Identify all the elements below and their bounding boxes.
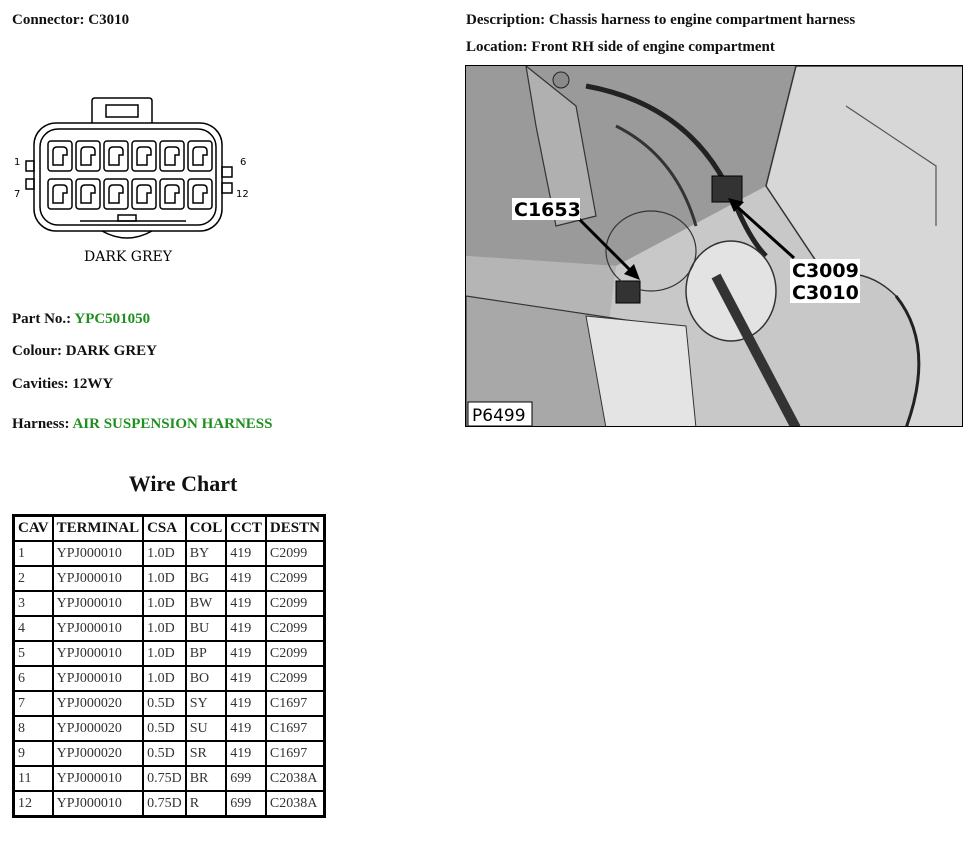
table-header-row [14,516,325,542]
cell-destn: C2099 [266,541,325,566]
cell-cav: 12 [14,791,53,817]
cell-destn: C2099 [266,616,325,641]
cavities-label: Cavities: [12,376,69,392]
colour-line [12,343,157,360]
cell-cct: 419 [226,666,266,691]
cell-col: BG [186,566,227,591]
cell-cct: 699 [226,766,266,791]
wire-chart-title: Wire Chart [128,471,238,496]
pin-label-6: 6 [240,157,247,168]
cavity-8 [76,179,100,209]
description-label: Description: [466,12,546,28]
column-header-cct: CCT [226,516,266,542]
harness-value: AIR SUSPENSION HARNESS [72,416,273,432]
cell-col: BP [186,641,227,666]
colour-value: DARK GREY [65,343,158,359]
part-number-value: YPC501050 [74,311,151,327]
cavity-12 [188,179,212,209]
location-value: Front RH side of engine compartment [531,39,775,55]
connector-pin-diagram [10,95,260,275]
cell-csa: 1.0D [143,666,186,691]
cell-col: SR [186,741,227,766]
description-line [466,12,855,29]
cell-csa: 0.75D [143,791,186,817]
cell-col: BR [186,766,227,791]
cell-csa: 1.0D [143,591,186,616]
column-header-terminal: TERMINAL [53,516,144,542]
cavities-line [12,376,113,393]
cavity-3 [104,141,128,171]
cell-col: BU [186,616,227,641]
cell-cav: 3 [14,591,53,616]
cell-cct: 419 [226,716,266,741]
cell-col: BO [186,666,227,691]
cavity-5 [160,141,184,171]
cell-csa: 1.0D [143,566,186,591]
table-row [14,641,325,666]
callout-c3010: C3010 [792,282,859,304]
part-number-label: Part No.: [12,311,72,327]
cell-csa: 0.5D [143,741,186,766]
cell-cav: 8 [14,716,53,741]
cell-destn: C2038A [266,791,325,817]
cell-terminal: YPJ000010 [53,566,144,591]
cell-terminal: YPJ000020 [53,716,144,741]
cell-csa: 1.0D [143,641,186,666]
cell-terminal: YPJ000010 [53,616,144,641]
cell-csa: 0.75D [143,766,186,791]
cell-cav: 11 [14,766,53,791]
cavity-4 [132,141,156,171]
location-line [466,39,775,56]
cavity-2 [76,141,100,171]
pin-label-7: 7 [14,189,21,200]
cell-cct: 419 [226,566,266,591]
cell-destn: C2099 [266,641,325,666]
cell-csa: 1.0D [143,616,186,641]
cell-cct: 419 [226,616,266,641]
cell-cav: 7 [14,691,53,716]
photo-reference: P6499 [472,406,526,426]
location-label: Location: [466,39,528,55]
cell-cct: 419 [226,591,266,616]
harness-line [12,416,273,433]
table-row [14,741,325,766]
column-header-destn: DESTN [266,516,325,542]
cavity-11 [160,179,184,209]
cell-csa: 0.5D [143,716,186,741]
location-illustration [465,65,963,427]
column-header-cav: CAV [14,516,53,542]
column-header-csa: CSA [143,516,186,542]
connector-line [12,12,129,29]
colour-label: Colour: [12,343,62,359]
cell-destn: C2099 [266,666,325,691]
cell-col: BW [186,591,227,616]
cell-cav: 1 [14,541,53,566]
cell-terminal: YPJ000020 [53,691,144,716]
cell-cct: 419 [226,741,266,766]
cell-col: SU [186,716,227,741]
cell-destn: C2038A [266,766,325,791]
part-number-line [12,311,150,328]
callout-c1653: C1653 [514,199,581,221]
cell-terminal: YPJ000010 [53,766,144,791]
connector-value: C3010 [88,12,130,28]
cell-cct: 699 [226,791,266,817]
cell-cav: 5 [14,641,53,666]
cavities-value: 12WY [72,376,114,392]
table-row [14,691,325,716]
cell-col: SY [186,691,227,716]
cell-destn: C1697 [266,716,325,741]
cell-cav: 6 [14,666,53,691]
table-row [14,716,325,741]
cell-terminal: YPJ000010 [53,541,144,566]
table-row [14,591,325,616]
cell-destn: C2099 [266,591,325,616]
table-row [14,791,325,817]
cell-cct: 419 [226,641,266,666]
connector-label: Connector: [12,12,85,28]
cell-cav: 9 [14,741,53,766]
pin-label-1: 1 [14,157,21,168]
cell-destn: C1697 [266,691,325,716]
cell-destn: C2099 [266,566,325,591]
cell-cav: 2 [14,566,53,591]
pin-label-12: 12 [236,189,249,200]
cell-csa: 1.0D [143,541,186,566]
table-row [14,566,325,591]
cell-terminal: YPJ000020 [53,741,144,766]
table-row [14,616,325,641]
cavity-9 [104,179,128,209]
cavity-1 [48,141,72,171]
cavity-6 [188,141,212,171]
cell-destn: C1697 [266,741,325,766]
cell-terminal: YPJ000010 [53,641,144,666]
cell-csa: 0.5D [143,691,186,716]
cell-terminal: YPJ000010 [53,591,144,616]
wire-chart-table [12,514,326,818]
table-row [14,666,325,691]
cell-col: BY [186,541,227,566]
cavity-10 [132,179,156,209]
cavity-7 [48,179,72,209]
cell-terminal: YPJ000010 [53,666,144,691]
description-value: Chassis harness to engine compartment harness [548,12,856,28]
cell-cav: 4 [14,616,53,641]
column-header-col: COL [186,516,227,542]
harness-label: Harness: [12,416,70,432]
callout-c3009: C3009 [792,260,859,282]
cell-cct: 419 [226,691,266,716]
cell-cct: 419 [226,541,266,566]
cell-terminal: YPJ000010 [53,791,144,817]
diagram-color-caption: DARK GREY [84,249,172,265]
table-row [14,766,325,791]
cell-col: R [186,791,227,817]
table-row [14,541,325,566]
